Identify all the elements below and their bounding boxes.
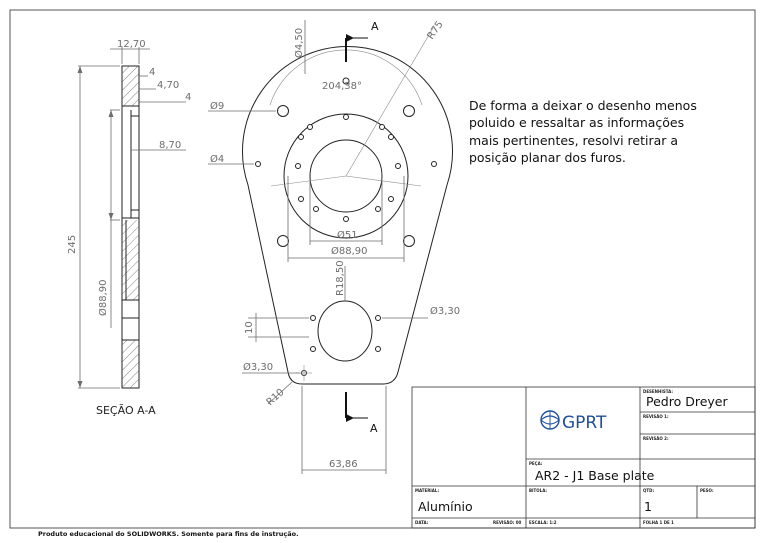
slot (318, 301, 372, 361)
dim-step-a: 4 (149, 67, 156, 78)
date-label: DATA: (415, 520, 429, 525)
dim-hole-9: Ø9 (210, 101, 225, 112)
gauge-label: BITOLA: (529, 488, 547, 493)
drawn-by-label: DESENHISTA: (643, 389, 673, 394)
dim-height: 245 (67, 234, 78, 254)
front-view (208, 19, 460, 474)
dim-corner-radius: R10 (264, 386, 287, 409)
drawn-by: Pedro Dreyer (646, 394, 728, 409)
section-label: SEÇÃO A-A (96, 404, 156, 417)
dim-total-thickness: 12,70 (117, 39, 146, 50)
sheet-label: FOLHA 1 DE 1 (643, 520, 674, 525)
dim-hole-top: Ø4,50 (294, 27, 305, 58)
dim-step-b: 4,70 (157, 80, 180, 91)
dim-slot-height: 10 (244, 321, 255, 334)
section-letter-bottom: A (370, 422, 378, 435)
note-line-1: De forma a deixar o desenho menos (469, 98, 697, 113)
dim-bolt-circle: Ø88,90 (331, 246, 368, 257)
weight-label: PESO: (700, 488, 714, 493)
note-line-3: mais pertinentes, resolvi retirar a (469, 133, 679, 148)
gprt-logo (541, 411, 607, 433)
dim-angle: 204,38° (322, 81, 362, 92)
rev2-label: REVISÃO 2: (643, 436, 669, 441)
material: Alumínio (418, 499, 473, 514)
qty: 1 (644, 499, 652, 514)
scale-label: ESCALA: 1:2 (529, 520, 557, 525)
revision-label: REVISÃO: 00 (493, 520, 522, 525)
material-label: MATERIAL: (415, 488, 440, 493)
note-line-2: poluido e ressaltar as informações (469, 115, 685, 130)
plate-outline (243, 46, 453, 384)
qty-label: QTD: (643, 488, 655, 493)
dim-small-hole-right: Ø3,30 (430, 306, 461, 317)
dim-step-c: 4 (185, 92, 192, 103)
dim-slot-radius: R18,50 (335, 260, 346, 296)
dim-section-diameter: Ø88,90 (98, 279, 109, 316)
rev1-label: REVISÃO 1: (643, 414, 669, 419)
section-letter-top: A (371, 20, 379, 33)
dim-depth: 8,70 (159, 140, 182, 151)
dim-hole-4: Ø4 (210, 154, 225, 165)
title-block (412, 387, 755, 528)
section-view (67, 39, 191, 417)
logo-text: GPRT (562, 413, 607, 433)
footer-notice: Produto educacional do SOLIDWORKS. Somente para fins de instrução. (38, 530, 299, 538)
note (469, 98, 697, 165)
part-label: PEÇA: (529, 461, 543, 466)
dim-bore: Ø51 (337, 230, 358, 241)
dim-small-hole-left: Ø3,30 (243, 362, 274, 373)
part-name: AR2 - J1 Base plate (535, 468, 655, 483)
note-line-4: posição planar dos furos. (469, 150, 626, 165)
dim-bottom-width: 63,86 (329, 459, 358, 470)
dim-radius-outer: R75 (425, 19, 446, 42)
